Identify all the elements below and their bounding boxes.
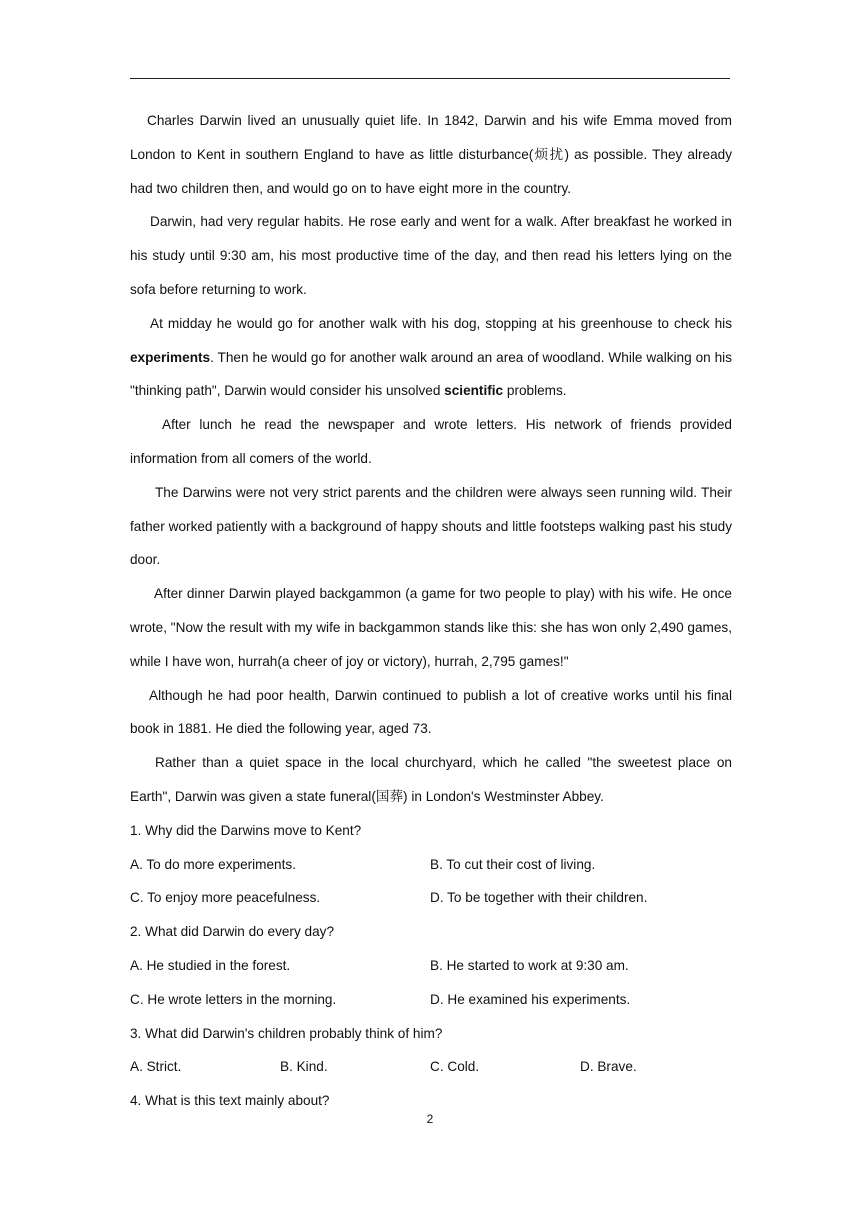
passage-paragraph-5: The Darwins were not very strict parents and the children were always seen running wild. Their father worked patiently with a background of happy shouts and little footsteps walking past his study door.	[130, 484, 732, 568]
passage-paragraph-7: Although he had poor health, Darwin continued to publish a lot of creative works until his final book in 1881. He died the following year, aged 73.	[130, 687, 732, 737]
question-2-option-a: A. He studied in the forest.	[130, 957, 291, 973]
question-1-option-b: B. To cut their cost of living.	[430, 856, 596, 872]
question-2-option-c: C. He wrote letters in the morning.	[130, 991, 337, 1007]
question-3: 3. What did Darwin's children probably think of him?	[130, 1025, 443, 1041]
question-1-option-d: D. To be together with their children.	[430, 890, 648, 906]
question-1-options-row-2	[130, 881, 732, 915]
passage-paragraph-3	[130, 307, 732, 408]
passage-paragraph-2: Darwin, had very regular habits. He rose early and went for a walk. After breakfast he worked in his study until 9:30 am, his most productive time of the day, and then read his letters lying on the sofa before returning to work.	[130, 214, 732, 297]
p3-text-a: At midday he would go for another walk with his dog, stopping at his greenhouse to check his	[150, 315, 732, 331]
bold-word-scientific: scientific	[444, 383, 504, 399]
question-4: 4. What is this text mainly about?	[130, 1093, 330, 1109]
question-2-options-row-1	[130, 949, 732, 983]
page-number: 2	[426, 1112, 434, 1126]
question-1-option-c: C. To enjoy more peacefulness.	[130, 890, 321, 906]
question-3-option-d: D. Brave.	[580, 1059, 637, 1075]
p3-text-e: problems.	[503, 383, 567, 399]
header-rule	[130, 78, 730, 79]
passage-paragraph-6: After dinner Darwin played backgammon (a game for two people to play) with his wife. He once wrote, "Now the result with my wife in backgammon stands like this: she has won only 2,490 games, while I have won, hurrah(a cheer of joy or victory), hurrah, 2,795 games!"	[130, 586, 732, 669]
question-2-option-b: B. He started to work at 9:30 am.	[430, 957, 629, 973]
document-body	[130, 104, 732, 1118]
question-1-option-a: A. To do more experiments.	[130, 856, 296, 872]
question-1: 1. Why did the Darwins move to Kent?	[130, 822, 362, 838]
question-3-option-b: B. Kind.	[280, 1059, 328, 1075]
question-2-option-d: D. He examined his experiments.	[430, 991, 631, 1007]
question-2: 2. What did Darwin do every day?	[130, 924, 335, 940]
p3-text-c: . Then he would go for another walk around an area of woodland. While walking on his "thinking path", Darwin would consider his unsolved	[130, 349, 732, 399]
question-3-options-row	[130, 1050, 732, 1084]
question-1-options-row-1	[130, 848, 732, 882]
question-3-option-a: A. Strict.	[130, 1059, 182, 1075]
question-3-option-c: C. Cold.	[430, 1059, 480, 1075]
passage-paragraph-8: Rather than a quiet space in the local churchyard, which he called "the sweetest place on Earth", Darwin was given a state funeral(国葬) in London's Westminster Abbey.	[130, 755, 732, 804]
bold-word-experiments: experiments	[130, 349, 211, 365]
passage-paragraph-1: Charles Darwin lived an unusually quiet life. In 1842, Darwin and his wife Emma moved from London to Kent in southern England to have as little disturbance(烦扰) as possible. They already had two children then, and would go on to have eight more in the country.	[130, 113, 732, 196]
question-2-options-row-2	[130, 983, 732, 1017]
passage-paragraph-4: After lunch he read the newspaper and wrote letters. His network of friends provided information from all comers of the world.	[130, 417, 732, 466]
